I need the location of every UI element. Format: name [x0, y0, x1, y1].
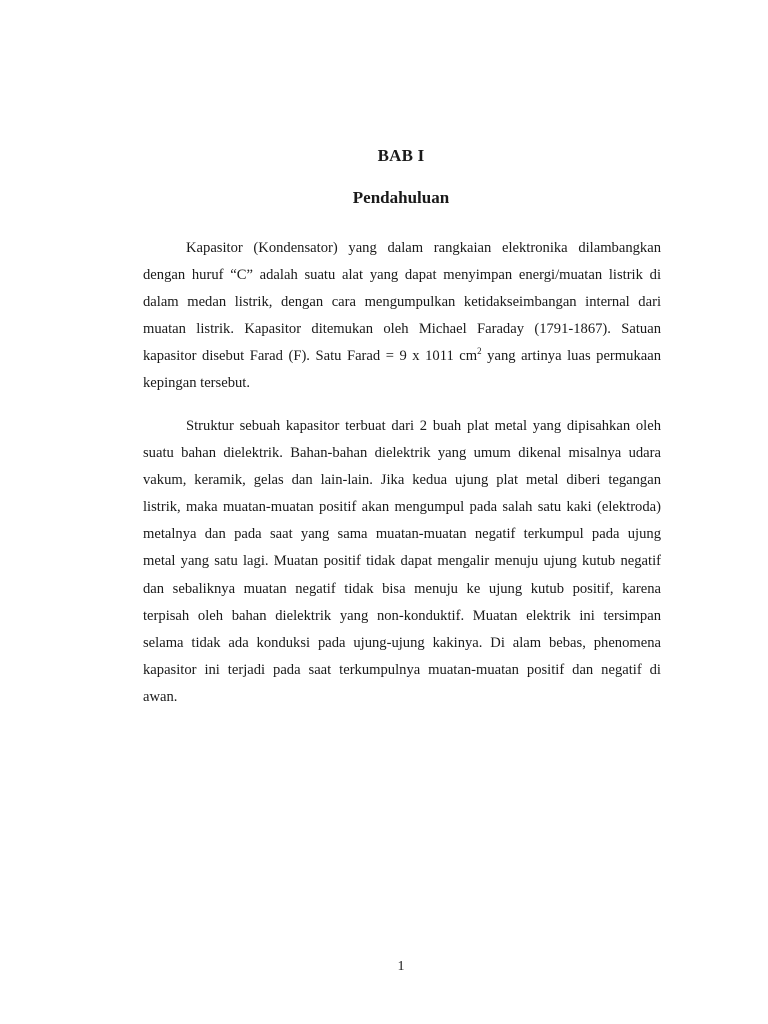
paragraph-line: metalnya dan pada saat yang sama muatan-muatan negatif terkumpul pada ujung — [143, 526, 661, 543]
paragraph-line: dan sebaliknya muatan negatif tidak bisa menuju ke ujung kutub positif, karena — [143, 580, 661, 597]
paragraph-line: dalam medan listrik, dengan cara mengumpulkan ketidakseimbangan internal dari — [143, 294, 661, 311]
paragraph-line: terpisah oleh bahan dielektrik yang non-konduktif. Muatan elektrik ini tersimpan — [143, 607, 661, 624]
section-title: Pendahuluan — [352, 188, 450, 207]
paragraph-line: Struktur sebuah kapasitor terbuat dari 2 buah plat metal yang dipisahkan oleh — [186, 418, 661, 434]
paragraph-line: awan. — [143, 688, 178, 705]
paragraph-line: listrik, maka muatan-muatan positif akan mengumpul pada salah satu kaki (elektroda) — [143, 499, 661, 516]
paragraph-2 — [143, 413, 661, 711]
paragraph-line: suatu bahan dielektrik. Bahan-bahan dielektrik yang umum dikenal misalnya udara — [143, 445, 661, 462]
paragraph-line: kepingan tersebut. — [143, 375, 250, 392]
page-number: 1 — [397, 959, 405, 974]
chapter-title: BAB I — [377, 146, 425, 165]
paragraph-line: metal yang satu lagi. Muatan positif tidak dapat mengalir menuju ujung kutub negatif — [143, 553, 661, 570]
paragraph-line: muatan listrik. Kapasitor ditemukan oleh Michael Faraday (1791-1867). Satuan — [143, 321, 661, 338]
paragraph-line: kapasitor ini terjadi pada saat terkumpulnya muatan-muatan positif dan negatif di — [143, 661, 661, 678]
superscript-exponent: 2 — [477, 346, 482, 357]
paragraph-line: dengan huruf “C” adalah suatu alat yang dapat menyimpan energi/muatan listrik di — [143, 267, 661, 284]
paragraph-line: vakum, keramik, gelas dan lain-lain. Jika kedua ujung plat metal diberi tegangan — [143, 472, 661, 489]
farad-text-tail: yang artinya luas permukaan — [481, 348, 661, 365]
paragraph-1 — [143, 235, 661, 398]
farad-text: kapasitor disebut Farad (F). Satu Farad = 9 x 1011 cm — [143, 348, 478, 365]
paragraph-line: selama tidak ada konduksi pada ujung-ujung kakinya. Di alam bebas, phenomena — [143, 634, 661, 651]
paragraph-line: Kapasitor (Kondensator) yang dalam rangkaian elektronika dilambangkan — [186, 240, 661, 256]
paragraph-line-with-superscript — [143, 343, 661, 370]
